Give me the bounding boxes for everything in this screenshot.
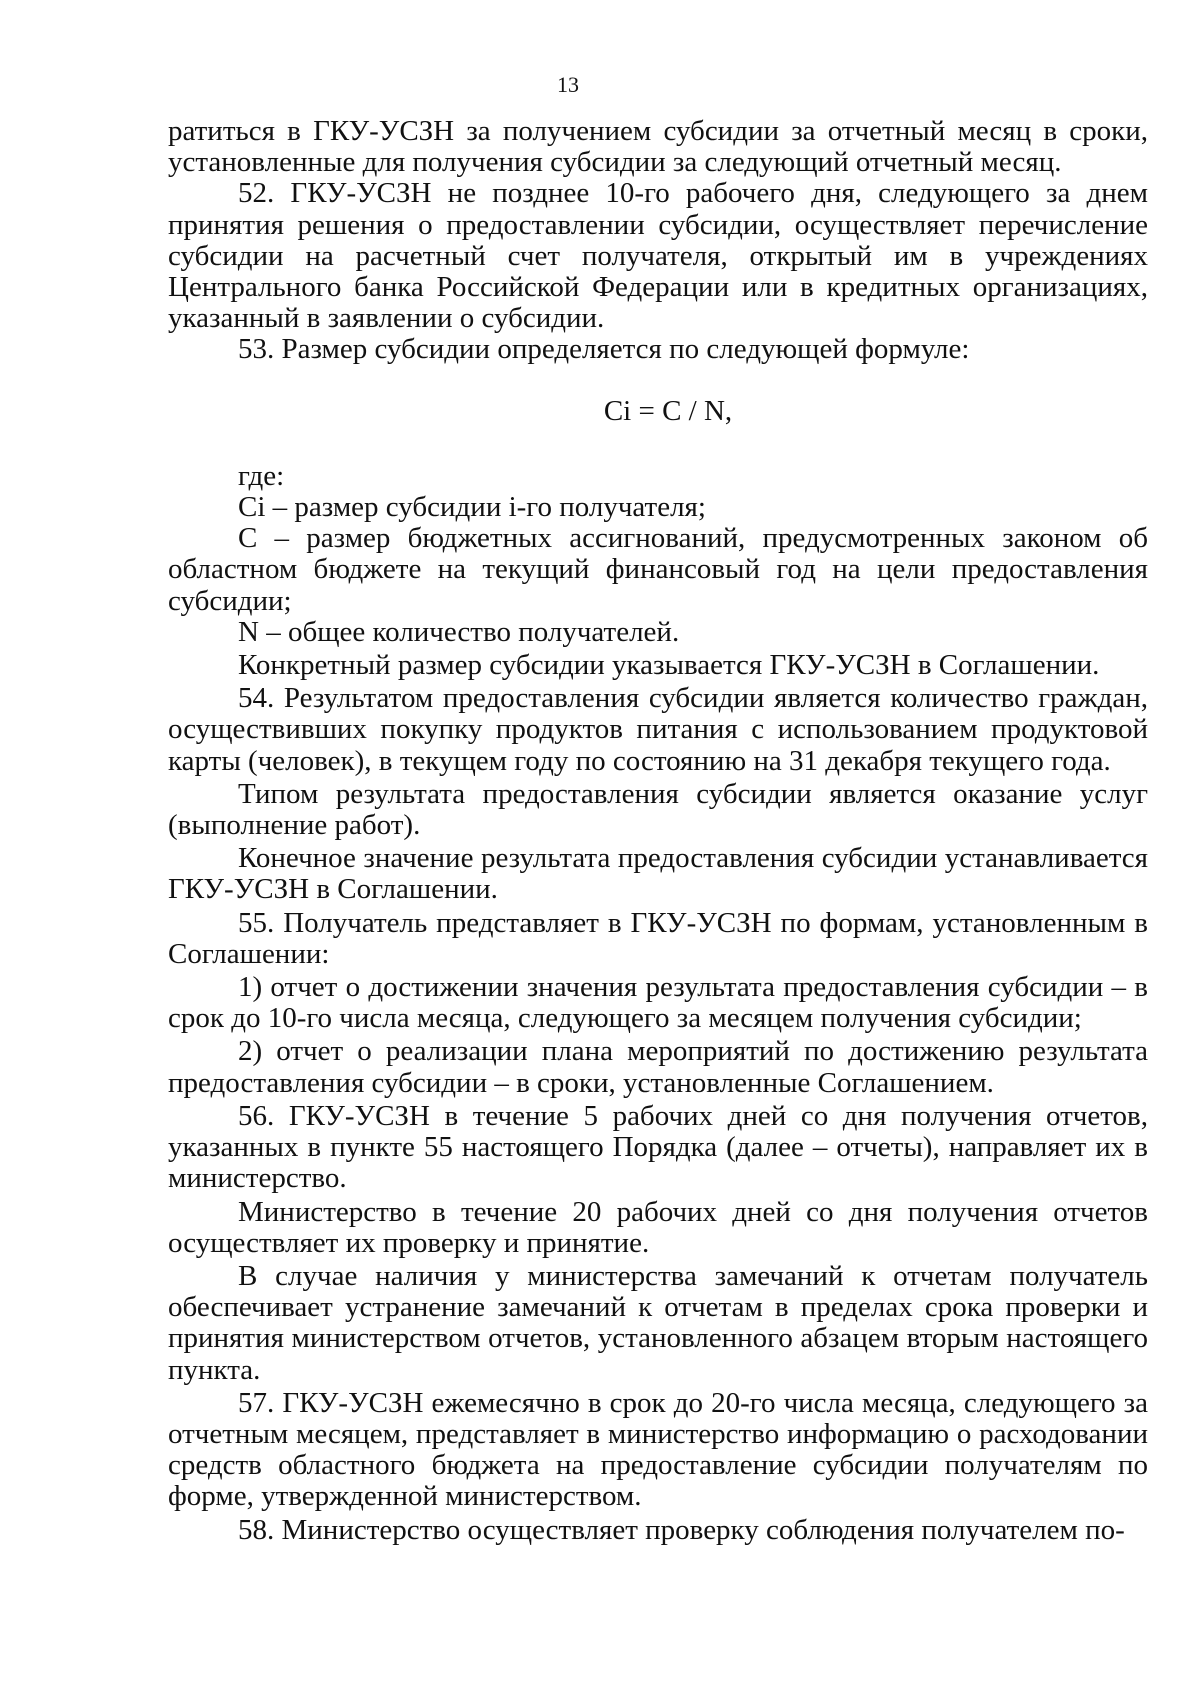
- paragraph-55: 55. Получатель представляет в ГКУ-УСЗН по формам, установленным в Соглашении:: [168, 906, 1148, 970]
- paragraph-c-definition: С – размер бюджетных ассигнований, предусмотренных законом об областном бюджете на текущий финансовый год на цели предоставления субсидии;: [168, 522, 1148, 617]
- paragraph-continuation: ратиться в ГКУ-УСЗН за получением субсидии за отчетный месяц в сроки, установленные для получения субсидии за следующий отчетный месяц.: [168, 115, 1148, 179]
- paragraph-52: 52. ГКУ-УСЗН не позднее 10-го рабочего дня, следующего за днем принятия решения о предоставлении субсидии, осуществляет перечисление субсидии на расчетный счет получателя, открытый им в учреждениях Центрального банка Российской Федерации или в кредитных организациях, указанный в заявлении о субсидии.: [168, 177, 1148, 335]
- paragraph-58: 58. Министерство осуществляет проверку соблюдения получателем по-: [238, 1513, 1125, 1546]
- paragraph-54-result-type: Типом результата предоставления субсидии является оказание услуг (выполнение работ).: [168, 777, 1148, 842]
- paragraph-ci-definition: Ci – размер субсидии i-го получателя;: [238, 491, 706, 524]
- paragraph-54-final-value: Конечное значение результата предоставления субсидии устанавливается ГКУ-УСЗН в Соглашении.: [168, 842, 1148, 906]
- formula: Ci = C / N,: [603, 394, 733, 427]
- document-body: [168, 116, 1148, 1546]
- paragraph-55-item-1: 1) отчет о достижении значения результата предоставления субсидии – в срок до 10-го числа месяца, следующего за месяцем получения субсидии;: [168, 971, 1148, 1035]
- paragraph-n-definition: N – общее количество получателей.: [238, 615, 680, 648]
- paragraph-concrete-amount: Конкретный размер субсидии указывается ГКУ-УСЗН в Соглашении.: [238, 649, 1100, 682]
- paragraph-where: где:: [238, 459, 285, 492]
- paragraph-56-remarks: В случае наличия у министерства замечаний к отчетам получатель обеспечивает устранение замечаний к отчетам в пределах срока проверки и принятия министерством отчетов, установленного абзацем вторым настоящего пункта.: [168, 1259, 1148, 1386]
- document-page: [168, 0, 1148, 1695]
- paragraph-55-item-2: 2) отчет о реализации плана мероприятий по достижению результата предоставления субсидии – в сроки, установленные Соглашением.: [168, 1035, 1148, 1099]
- paragraph-54: 54. Результатом предоставления субсидии является количество граждан, осуществивших покупку продуктов питания с использованием продуктовой карты (человек), в текущем году по состоянию на 31 декабря текущего года.: [168, 682, 1148, 777]
- paragraph-56-ministry-check: Министерство в течение 20 рабочих дней со дня получения отчетов осуществляет их проверку и принятие.: [168, 1195, 1148, 1259]
- paragraph-57: 57. ГКУ-УСЗН ежемесячно в срок до 20-го числа месяца, следующего за отчетным месяцем, представляет в министерство информацию о расходовании средств областного бюджета на предоставление субсидии получателям по форме, утвержденной министерством.: [168, 1386, 1148, 1513]
- paragraph-56: 56. ГКУ-УСЗН в течение 5 рабочих дней со дня получения отчетов, указанных в пункте 55 настоящего Порядка (далее – отчеты), направляет их в министерство.: [168, 1099, 1148, 1195]
- paragraph-53: 53. Размер субсидии определяется по следующей формуле:: [238, 333, 970, 366]
- page-number: 13: [557, 72, 579, 97]
